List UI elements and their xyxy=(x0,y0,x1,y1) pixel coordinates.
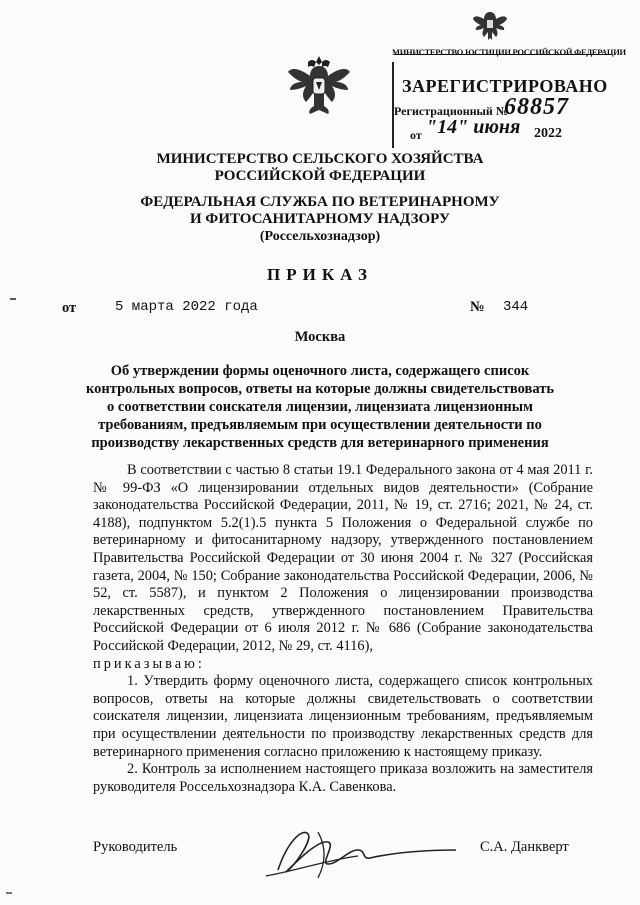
number-sign: № xyxy=(470,299,485,315)
signatory-role: Руководитель xyxy=(93,839,178,855)
date-prefix: от xyxy=(62,300,77,316)
stamp-reg-number: 68857 xyxy=(504,94,569,120)
scan-artifact xyxy=(10,298,16,300)
city: Москва xyxy=(294,329,346,345)
scan-artifact xyxy=(6,892,12,894)
service-line-2: И ФИТОСАНИТАРНОМУ НАДЗОРУ xyxy=(190,211,450,227)
order-body xyxy=(93,462,593,796)
subject-line-3: о соответствии соискателя лицензии, лицензиата лицензионным xyxy=(107,399,533,415)
item-2-paragraph: 2. Контроль за исполнением настоящего приказа возложить на заместителя руководителя Россельхознадзора К.А. Савенкова. xyxy=(93,761,593,795)
service-short-name: (Россельхознадзор) xyxy=(259,229,381,244)
order-word: приказываю: xyxy=(93,655,205,672)
subject-line-2: контрольных вопросов, ответы на которые должны свидетельствовать xyxy=(86,381,554,397)
subject-line-4: требованиям, предъявляемым при осуществлении деятельности по xyxy=(98,417,542,433)
stamp-date-label: от xyxy=(410,128,422,142)
preamble-paragraph: В соответствии с частью 8 статьи 19.1 Федерального закона от 4 мая 2011 г. № 99-ФЗ «О лицензировании отдельных видов деятельности» (Собрание законодательства Российской Федерации, 2011, № 19, ст. 2716; 2021, № 24, ст. 4188), подпунктом 5.2(1).5 пункта 5 Положения о Федеральной службе по ветеринарному и фитосанитарному надзору, утвержденного постановлением Правительства Российской Федерации от 30 июня 2004 г. № 327 (Российская газета, 2004, № 150; Собрание законодательства Российской Федерации, 2006, № 52, ст. 5587), и пунктом 2 Положения о лицензировании производства лекарственных средств, утвержденного постановлением Правительства Российской Федерации от 6 июля 2012 г. № 686 (Собрание законодательства Российской Федерации, 2012, № 29, ст. 4116), xyxy=(93,462,593,654)
subject-line-5: производству лекарственных средств для ветеринарного применения xyxy=(91,435,549,451)
stamp-registered-label: ЗАРЕГИСТРИРОВАНО xyxy=(402,76,608,96)
subject-line-1: Об утверждении формы оценочного листа, содержащего список xyxy=(110,363,530,379)
stamp-emblem-icon xyxy=(472,10,508,44)
stamp-ministry-text: МИНИСТЕРСТВО ЮСТИЦИИ РОССИЙСКОЙ ФЕДЕРАЦИИ xyxy=(392,47,626,57)
document-type-title: ПРИКАЗ xyxy=(267,265,373,284)
service-line-1: ФЕДЕРАЛЬНАЯ СЛУЖБА ПО ВЕТЕРИНАРНОМУ xyxy=(140,194,500,210)
state-emblem-icon xyxy=(284,52,354,118)
registration-stamp xyxy=(388,10,626,142)
order-number: 344 xyxy=(503,299,529,315)
order-date: 5 марта 2022 года xyxy=(115,299,258,315)
stamp-reg-number-label: Регистрационный № xyxy=(394,104,508,118)
signatory-name: С.А. Данкверт xyxy=(480,839,569,855)
stamp-year: 2022 xyxy=(534,126,562,141)
ministry-line-2: РОССИЙСКОЙ ФЕДЕРАЦИИ xyxy=(214,168,426,184)
item-1-paragraph: 1. Утвердить форму оценочного листа, содержащего список контрольных вопросов, ответы на которые должны свидетельствовать о соответствии соискателя лицензии, лицензиата лицензионным требованиям, предъявляемым при осуществлении деятельности по производству лекарственных средств для ветеринарного применения согласно приложению к настоящему приказу. xyxy=(93,673,593,760)
ministry-line-1: МИНИСТЕРСТВО СЕЛЬСКОГО ХОЗЯЙСТВА xyxy=(156,151,484,167)
handwritten-signature-icon xyxy=(258,820,458,882)
order-subject xyxy=(80,362,560,452)
stamp-date-handwritten: "14" июня xyxy=(426,116,521,138)
